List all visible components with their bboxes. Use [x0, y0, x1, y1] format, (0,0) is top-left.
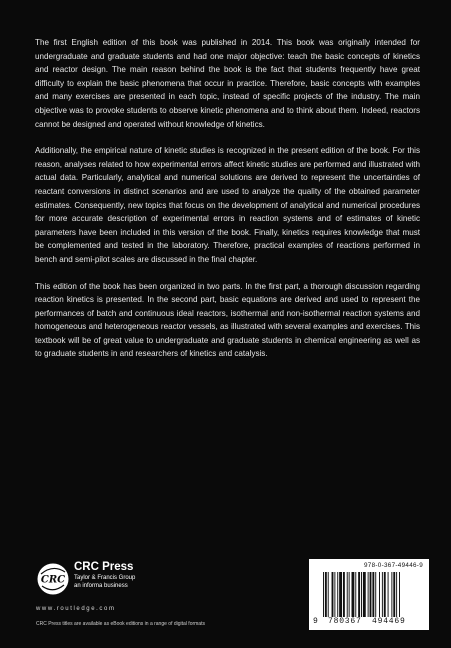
publisher-name: CRC Press [74, 561, 134, 573]
crc-press-logo-icon [36, 560, 70, 598]
barcode-bars [323, 572, 421, 617]
publisher-website: www.routledge.com [36, 606, 116, 612]
barcode-digits-right: 494469 [372, 617, 406, 626]
barcode-digits [313, 617, 425, 627]
publisher-text [74, 561, 135, 590]
publisher-tagline: an informa business [74, 583, 128, 589]
blurb-paragraph-3: This edition of the book has been organized in two parts. In the first part, a thorough discussion regarding reaction kinetics is presented. In the second part, basic equations are derived and used to represent the performances of batch and continuous ideal reactors, isothermal and non-isothermal reaction systems and homogeneous and heterogeneous reactor vessels, as illustrated with several examples and exercises. This textbook will be of great value to undergraduate and graduate students in chemical engineering as well as to graduate students in and researchers of kinetics and catalysis. [35, 281, 420, 359]
ebook-footnote: CRC Press titles are available as eBook editions in a range of digital formats [36, 621, 205, 627]
crc-logo-text: CRC [40, 574, 66, 586]
blurb-paragraph-2: Additionally, the empirical nature of kinetic studies is recognized in the present edition of the book. For this reason, analyses related to how experimental errors affect kinetic studies are performed and illustrated with actual data. Particularly, analytical and numerical solutions are derived to represent the uncertainties of reactant conversions in distinct scenarios and are used to analyze the quality of the obtained parameter estimates. Consequently, new topics that focus on the development of analytical and numerical procedures for more accurate description of experimental errors in reaction systems and of estimates of kinetic parameters have been included in this version of the book. Finally, kinetics requires knowledge that must be complemented and tested in the laboratory. Therefore, practical examples of reactions performed in bench and semi-pilot scales are discussed in the final chapter. [35, 146, 420, 264]
blurb-paragraph-1: The first English edition of this book was published in 2014. This book was originally intended for undergraduate and graduate students and had one major objective: teach the basic concepts of kinetics and reactor design. The main reason behind the book is the fact that students frequently have great difficulty to explain the basic phenomena that occur in practice. Therefore, basic concepts with examples and many exercises are presented in each topic, instead of specific projects of the industry. The main objective was to provoke students to observe kinetic phenomena and to think about them. Indeed, reactors cannot be designed and operated without knowledge of kinetics. [35, 38, 420, 129]
publisher-group: Taylor & Francis Group [74, 575, 136, 581]
barcode-digits-left: 780367 [328, 617, 362, 626]
isbn-barcode [309, 559, 429, 630]
isbn-number: 978-0-367-49446-9 [363, 562, 423, 569]
publisher-logo-block [36, 560, 186, 602]
barcode-first-digit: 9 [313, 617, 318, 626]
barcode-area [313, 572, 425, 617]
back-cover-blurb [35, 36, 420, 374]
